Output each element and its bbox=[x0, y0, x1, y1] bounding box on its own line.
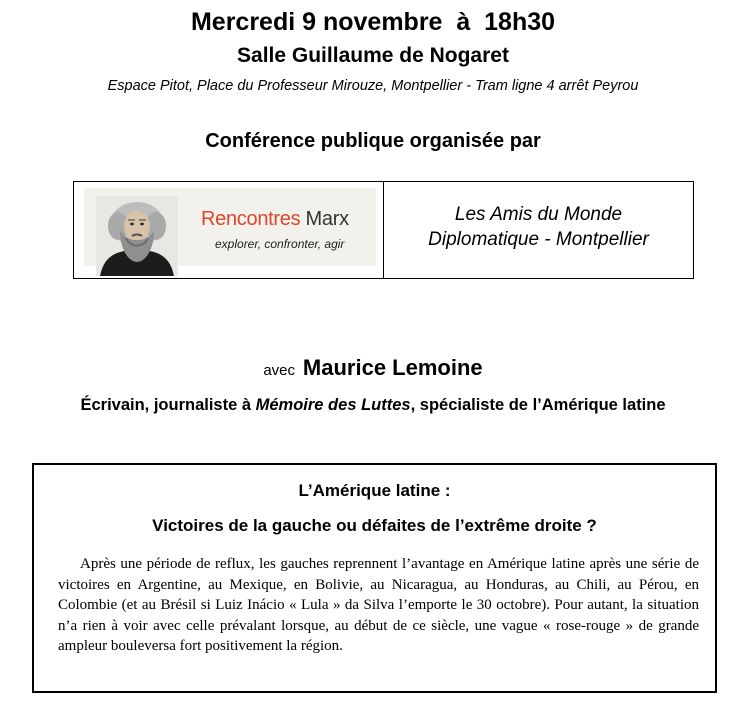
marx-portrait-icon bbox=[96, 196, 178, 276]
talk-box bbox=[32, 463, 717, 693]
rencontres-marx-cell bbox=[74, 182, 384, 278]
talk-body: Après une période de reflux, les gauches reprennent l’avantage en Amérique latine après une série de victoires en Argentine, au Mexique, en Bolivie, au Nicaragua, au Honduras, au Chili, au Pérou, en Colombie (et au Brésil si Luiz Inácio « Lula » da Silva l’emporte le 30 octobre). Pour autant, la situation n’a rien à voir avec celle prévalant lorsque, au début de ce siècle, une vague « rose-rouge » de grande ampleur bouleversa fort positivement la région. bbox=[58, 556, 699, 654]
organizers-title: Conférence publique organisée par bbox=[205, 130, 541, 152]
rencontres-word: Rencontres bbox=[201, 208, 301, 230]
speaker-role-part1: Écrivain, journaliste à bbox=[80, 396, 256, 414]
organizers-box bbox=[73, 181, 694, 279]
rencontres-marx-tagline: explorer, confronter, agir bbox=[215, 237, 345, 251]
partner-line-1: Les Amis du Monde bbox=[454, 204, 623, 225]
speaker-name: Maurice Lemoine bbox=[302, 355, 483, 380]
speaker-role-italic: Mémoire des Luttes bbox=[255, 396, 411, 414]
speaker-role bbox=[0, 396, 746, 415]
rencontres-marx-name bbox=[201, 208, 349, 231]
talk-subtitle: Victoires de la gauche ou défaites de l’extrême droite ? bbox=[152, 516, 597, 535]
marx-word: Marx bbox=[305, 208, 349, 230]
amis-monde-diplomatique-cell bbox=[384, 182, 693, 278]
event-address: Espace Pitot, Place du Professeur Mirouze, Montpellier - Tram ligne 4 arrêt Peyrou bbox=[107, 78, 639, 94]
rencontres-marx-logo bbox=[84, 188, 376, 266]
talk-title: L’Amérique latine : bbox=[298, 481, 451, 500]
event-date: Mercredi 9 novembre à 18h30 bbox=[190, 8, 556, 36]
speaker-line bbox=[0, 355, 746, 381]
partner-line-2: Diplomatique - Montpellier bbox=[428, 229, 649, 250]
speaker-prefix: avec bbox=[263, 362, 296, 379]
speaker-role-part2: , spécialiste de l’Amérique latine bbox=[410, 396, 666, 414]
event-venue: Salle Guillaume de Nogaret bbox=[237, 44, 509, 67]
